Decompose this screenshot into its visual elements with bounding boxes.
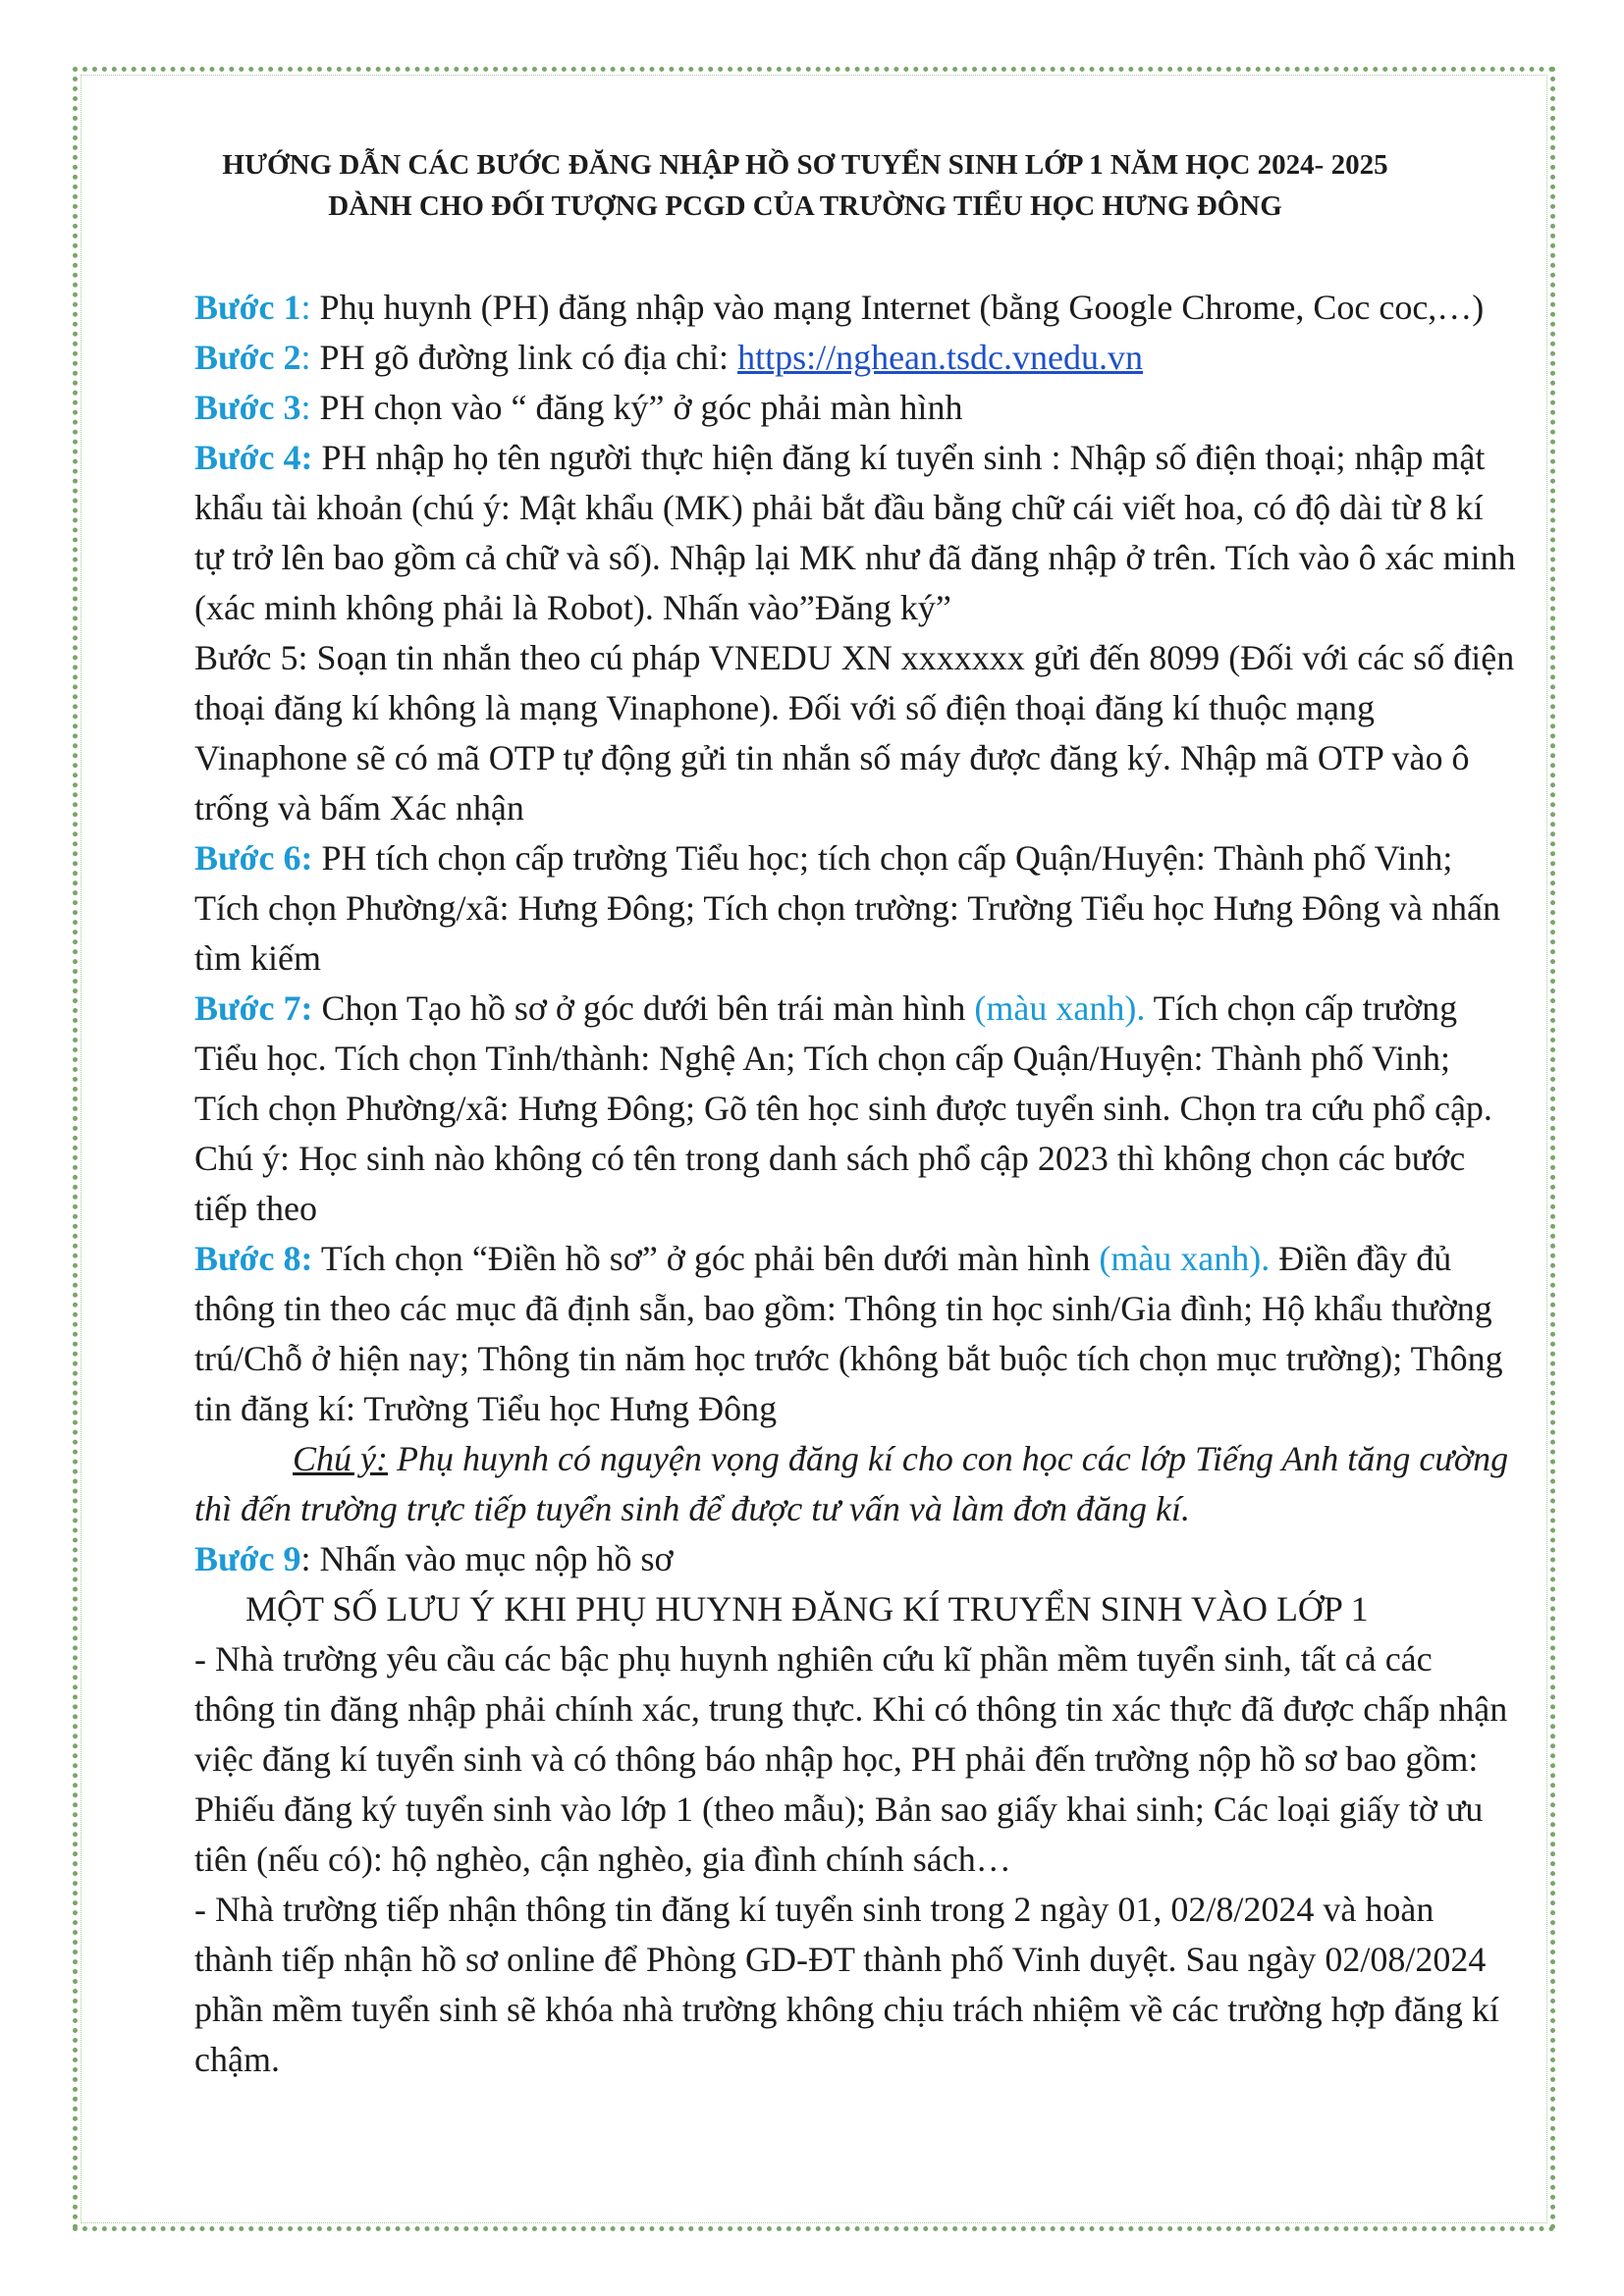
step-9-text: Nhấn vào mục nộp hồ sơ [319, 1539, 674, 1578]
step-2: Bước 2: PH gõ đường link có địa chỉ: https://nghean.tsdc.vnedu.vn [194, 338, 1144, 377]
step-4 [194, 433, 1520, 633]
step-9-label: Bước 9 [194, 1539, 301, 1578]
step-7-label: Bước 7: [194, 988, 313, 1028]
note-2 [194, 1434, 1520, 1534]
step-7-text-a: Chọn Tạo hồ sơ ở góc dưới bên trái màn hình [312, 988, 975, 1028]
step-8-text-a: Tích chọn “Điền hồ sơ” ở góc phải bên dưới màn hình [320, 1239, 1100, 1278]
page-title-line2: DÀNH CHO ĐỐI TƯỢNG PCGD CỦA TRƯỜNG TIỂU HỌC HƯNG ĐÔNG [328, 190, 1282, 222]
step-8-color-note: (màu xanh). [1099, 1239, 1271, 1278]
page-title-line1: HƯỚNG DẪN CÁC BƯỚC ĐĂNG NHẬP HỒ SƠ TUYỂN SINH LỚP 1 NĂM HỌC 2024- 2025 [222, 149, 1388, 181]
document-body [194, 283, 1520, 2085]
notes-paragraph-1: - Nhà trường yêu cầu các bậc phụ huynh nghiên cứu kĩ phần mềm tuyển sinh, tất cả các thông tin đăng nhập phải chính xác, trung thực. Khi có thông tin xác thực đã được chấp nhận việc đăng kí tuyển sinh và có thông báo nhập học, PH phải đến trường nộp hồ sơ bao gồm: Phiếu đăng ký tuyển sinh vào lớp 1 (theo mẫu); Bản sao giấy khai sinh; Các loại giấy tờ ưu tiên (nếu có): hộ nghèo, cận nghèo, gia đình chính sách… [194, 1639, 1508, 1879]
step-8 [194, 1234, 1520, 1434]
step-7 [194, 984, 1520, 1134]
step-6-label: Bước 6: [194, 838, 313, 878]
note-2-text: Phụ huynh có nguyện vọng đăng kí cho con học các lớp Tiếng Anh tăng cường thì đến trường trực tiếp tuyển sinh để được tư vấn và làm đơn đăng kí. [194, 1439, 1509, 1528]
notes-heading: MỘT SỐ LƯU Ý KHI PHỤ HUYNH ĐĂNG KÍ TRUYỂN SINH VÀO LỚP 1 [245, 1589, 1369, 1629]
note-1: Chú ý: Học sinh nào không có tên trong danh sách phổ cập 2023 thì không chọn các bước tiếp theo [194, 1139, 1466, 1228]
step-2-label: Bước 2 [194, 338, 301, 377]
step-7-text-b: Tích chọn cấp trường Tiểu học. Tích chọn Tỉnh/thành: Nghệ An; Tích chọn cấp Quận/Huyện: Thành phố Vinh; Tích chọn Phường/xã: Hưng Đông; Gõ tên học sinh được tuyển sinh. Chọn tra cứu phổ cập. [194, 988, 1492, 1128]
registration-link[interactable]: https://nghean.tsdc.vnedu.vn [737, 338, 1144, 377]
note-2-label: Chú ý: [293, 1439, 388, 1478]
step-3-label: Bước 3 [194, 388, 301, 427]
step-1: Bước 1: Phụ huynh (PH) đăng nhập vào mạng Internet (bằng Google Chrome, Coc coc,…) [194, 288, 1485, 327]
step-3-text: PH chọn vào “ đăng ký” ở góc phải màn hình [319, 388, 963, 427]
step-4-text: PH nhập họ tên người thực hiện đăng kí tuyển sinh : Nhập số điện thoại; nhập mật khẩu tài khoản (chú ý: Mật khẩu (MK) phải bắt đầu bằng chữ cái viết hoa, có độ dài từ 8 kí tự trở lên bao gồm cả chữ và số). Nhập lại MK như đã đăng nhập ở trên. Tích vào ô xác minh (xác minh không phải là Robot). Nhấn vào”Đăng ký” [194, 438, 1516, 627]
step-9: Bước 9: Nhấn vào mục nộp hồ sơ [194, 1539, 674, 1578]
step-1-text: Phụ huynh (PH) đăng nhập vào mạng Internet (bằng Google Chrome, Coc coc,…) [319, 288, 1485, 327]
step-5: Bước 5: Soạn tin nhắn theo cú pháp VNEDU XN xxxxxxx gửi đến 8099 (Đối với các số điện thoại đăng kí không là mạng Vinaphone). Đối với số điện thoại đăng kí thuộc mạng Vinaphone sẽ có mã OTP tự động gửi tin nhắn số máy được đăng ký. Nhập mã OTP vào ô trống và bấm Xác nhận [194, 638, 1515, 828]
step-7-color-note: (màu xanh). [974, 988, 1146, 1028]
step-1-label: Bước 1 [194, 288, 301, 327]
step-2-text: PH gõ đường link có địa chỉ: [319, 338, 738, 377]
step-6-text: PH tích chọn cấp trường Tiểu học; tích chọn cấp Quận/Huyện: Thành phố Vinh; Tích chọn Phường/xã: Hưng Đông; Tích chọn trường: Trường Tiểu học Hưng Đông và nhấn tìm kiếm [194, 838, 1500, 978]
notes-paragraph-2: - Nhà trường tiếp nhận thông tin đăng kí tuyển sinh trong 2 ngày 01, 02/8/2024 và hoàn thành tiếp nhận hồ sơ online để Phòng GD-ĐT thành phố Vinh duyệt. Sau ngày 02/08/2024 phần mềm tuyển sinh sẽ khóa nhà trường không chịu trách nhiệm về các trường hợp đăng kí chậm. [194, 1890, 1499, 2079]
step-6 [194, 833, 1520, 984]
step-4-label: Bước 4: [194, 438, 313, 477]
step-3: Bước 3: PH chọn vào “ đăng ký” ở góc phải màn hình [194, 388, 963, 427]
step-8-text-b: Điền đầy đủ thông tin theo các mục đã định sẵn, bao gồm: Thông tin học sinh/Gia đình; Hộ khẩu thường trú/Chỗ ở hiện nay; Thông tin năm học trước (không bắt buộc tích chọn mục trường); Thông tin đăng kí: Trường Tiểu học Hưng Đông [194, 1239, 1503, 1428]
step-8-label: Bước 8: [194, 1239, 313, 1278]
